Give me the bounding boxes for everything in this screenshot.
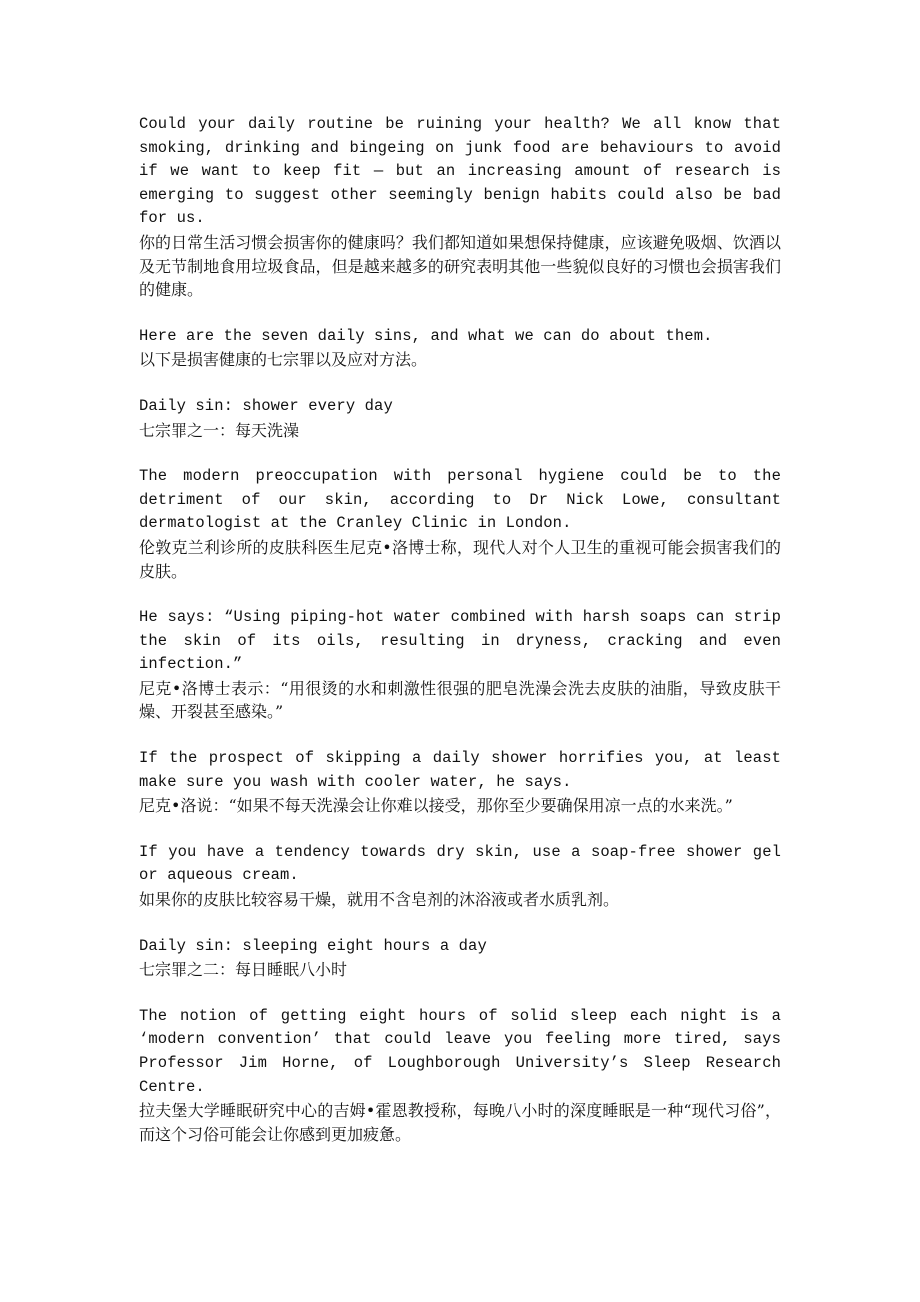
paragraph-cooler-water — [139, 747, 781, 818]
chinese-heading: 七宗罪之二：每日睡眠八小时 — [139, 960, 348, 980]
english-text: He says: “Using piping-hot water combined with harsh soaps can strip the skin of its oils, resulting in dryness, cracking and even infection.” — [139, 608, 781, 674]
chinese-text: 尼克•洛说：“如果不每天洗澡会让你难以接受，那你至少要确保用凉一点的水来洗。” — [139, 796, 733, 816]
chinese-text: 伦敦克兰利诊所的皮肤科医生尼克•洛博士称，现代人对个人卫生的重视可能会损害我们的皮肤。 — [139, 537, 781, 581]
paragraph-seven-sins — [139, 325, 781, 372]
heading-sin-shower — [139, 395, 781, 442]
english-text: If the prospect of skipping a daily shower horrifies you, at least make sure you wash with cooler water, he says. — [139, 749, 781, 791]
english-heading: Daily sin: sleeping eight hours a day — [139, 936, 487, 955]
chinese-text: 尼克•洛博士表示：“用很烫的水和刺激性很强的肥皂洗澡会洗去皮肤的油脂，导致皮肤干燥、开裂甚至感染。” — [139, 678, 781, 722]
paragraph-intro — [139, 113, 781, 302]
chinese-text: 以下是损害健康的七宗罪以及应对方法。 — [139, 350, 428, 370]
english-heading: Daily sin: shower every day — [139, 396, 393, 415]
paragraph-sleep-convention — [139, 1005, 781, 1147]
chinese-text: 你的日常生活习惯会损害你的健康吗？我们都知道如果想保持健康，应该避免吸烟、饮酒以及无节制地食用垃圾食品，但是越来越多的研究表明其他一些貌似良好的习惯也会损害我们的健康。 — [139, 232, 781, 300]
paragraph-quote-hot-water — [139, 606, 781, 724]
chinese-text: 拉夫堡大学睡眠研究中心的吉姆•霍恩教授称，每晚八小时的深度睡眠是一种“现代习俗”，而这个习俗可能会让你感到更加疲惫。 — [139, 1101, 781, 1144]
english-text: The notion of getting eight hours of solid sleep each night is a ‘modern convention’ that could leave you feeling more tired, says Professor Jim Horne, of Loughborough University’s Sleep Research Centre. — [139, 1006, 781, 1096]
heading-sin-sleep — [139, 935, 781, 982]
document-page — [139, 113, 781, 1169]
paragraph-dry-skin — [139, 841, 781, 912]
english-text: Here are the seven daily sins, and what we can do about them. — [139, 326, 713, 345]
chinese-text: 如果你的皮肤比较容易干燥，就用不含皂剂的沐浴液或者水质乳剂。 — [139, 890, 620, 910]
chinese-heading: 七宗罪之一：每天洗澡 — [139, 420, 300, 440]
english-text: If you have a tendency towards dry skin, use a soap-free shower gel or aqueous cream. — [139, 842, 781, 885]
paragraph-hygiene — [139, 465, 781, 583]
english-text: Could your daily routine be ruining your health? We all know that smoking, drinking and bingeing on junk food are behaviours to avoid if we want to keep fit — but an increasing amount of research is emerging to suggest other seemingly benign habits could also be bad for us. — [139, 115, 781, 228]
english-text: The modern preoccupation with personal hygiene could be to the detriment of our skin, according to Dr Nick Lowe, consultant dermatologist at the Cranley Clinic in London. — [139, 467, 781, 533]
